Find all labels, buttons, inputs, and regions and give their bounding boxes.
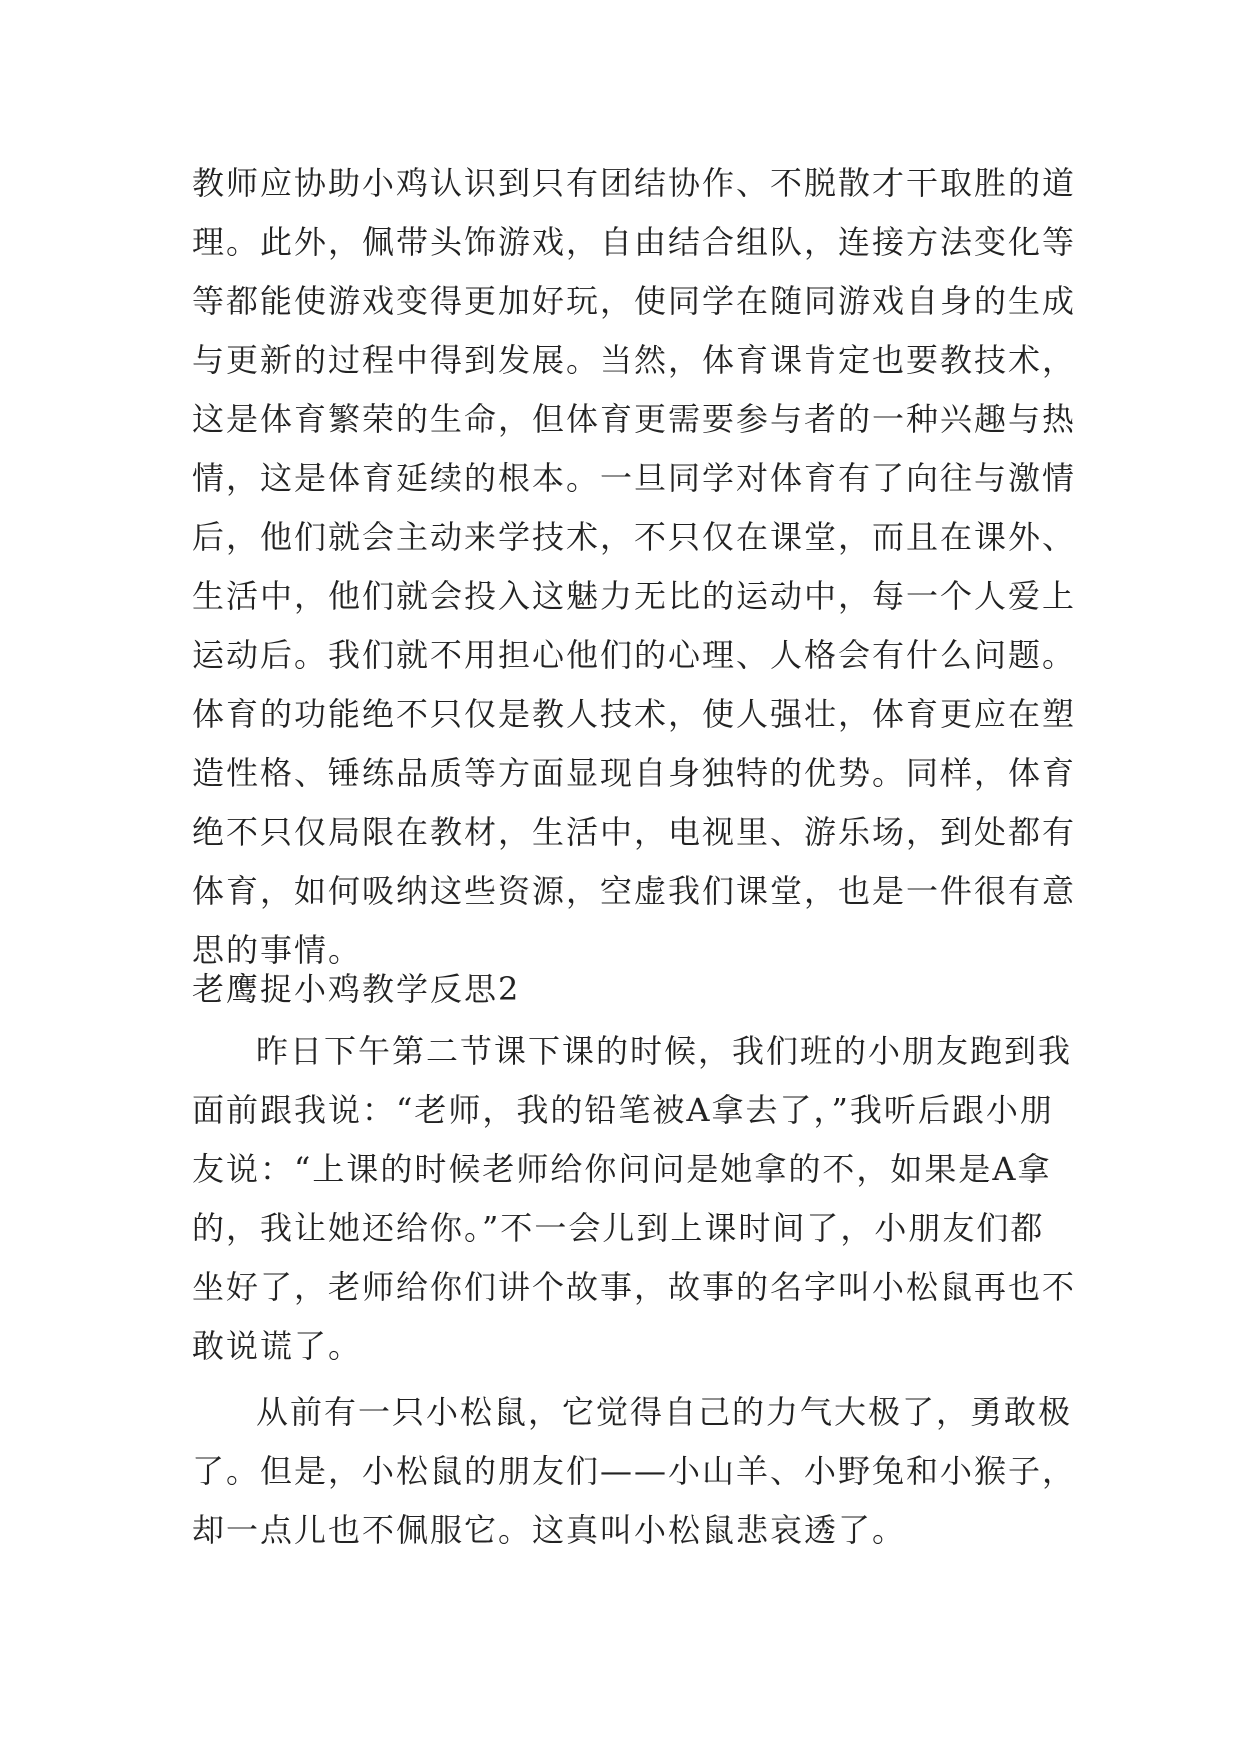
paragraph-line: 这是体育繁荣的生命，但体育更需要参与者的一种兴趣与热 (192, 400, 1077, 438)
paragraph-line: 从前有一只小松鼠，它觉得自己的力气大极了，勇敢极 (256, 1393, 1073, 1431)
paragraph-line: 生活中，他们就会投入这魅力无比的运动中，每一个人爱上 (192, 577, 1077, 615)
paragraph-line: 情，这是体育延续的根本。一旦同学对体育有了向往与激情 (192, 459, 1077, 497)
paragraph-line: 的，我让她还给你。”不一会儿到上课时间了，小朋友们都 (192, 1209, 1045, 1247)
paragraph-teaching-reflection (192, 154, 1077, 980)
paragraph-line: 教师应协助小鸡认识到只有团结协作、不脱散才干取胜的道 (192, 164, 1077, 202)
paragraph-line: 昨日下午第二节课下课的时候，我们班的小朋友跑到我 (256, 1032, 1073, 1070)
paragraph-line: 却一点儿也不佩服它。这真叫小松鼠悲哀透了。 (192, 1511, 907, 1549)
paragraph-line: 理。此外，佩带头饰游戏，自由结合组队，连接方法变化等 (192, 223, 1077, 261)
paragraph-line: 体育的功能绝不只仅是教人技术，使人强壮，体育更应在塑 (192, 695, 1077, 733)
paragraph-line: 绝不只仅局限在教材，生活中，电视里、游乐场，到处都有 (192, 813, 1077, 851)
paragraph-line: 敢说谎了。 (192, 1327, 363, 1365)
paragraph-line: 后，他们就会主动来学技术，不只仅在课堂，而且在课外、 (192, 518, 1077, 556)
paragraph-line: 体育，如何吸纳这些资源，空虚我们课堂，也是一件很有意 (192, 872, 1077, 910)
paragraph-line: 面前跟我说：“老师，我的铅笔被A拿去了，”我听后跟小朋 (192, 1091, 1054, 1129)
paragraph-line: 造性格、锤练品质等方面显现自身独特的优势。同样，体育 (192, 754, 1077, 792)
paragraph-story-intro (192, 1022, 1077, 1376)
paragraph-line: 与更新的过程中得到发展。当然，体育课肯定也要教技术， (192, 341, 1077, 379)
paragraph-line: 等都能使游戏变得更加好玩，使同学在随同游戏自身的生成 (192, 282, 1077, 320)
section-heading: 老鹰捉小鸡教学反思2 (192, 970, 521, 1008)
paragraph-line: 了。但是，小松鼠的朋友们——小山羊、小野兔和小猴子， (192, 1452, 1077, 1490)
paragraph-line: 运动后。我们就不用担心他们的心理、人格会有什么问题。 (192, 636, 1077, 674)
paragraph-line: 思的事情。 (192, 931, 363, 969)
paragraph-line: 友说：“上课的时候老师给你问问是她拿的不，如果是A拿 (192, 1150, 1052, 1188)
paragraph-squirrel-story (192, 1383, 1077, 1560)
paragraph-line: 坐好了，老师给你们讲个故事，故事的名字叫小松鼠再也不 (192, 1268, 1077, 1306)
